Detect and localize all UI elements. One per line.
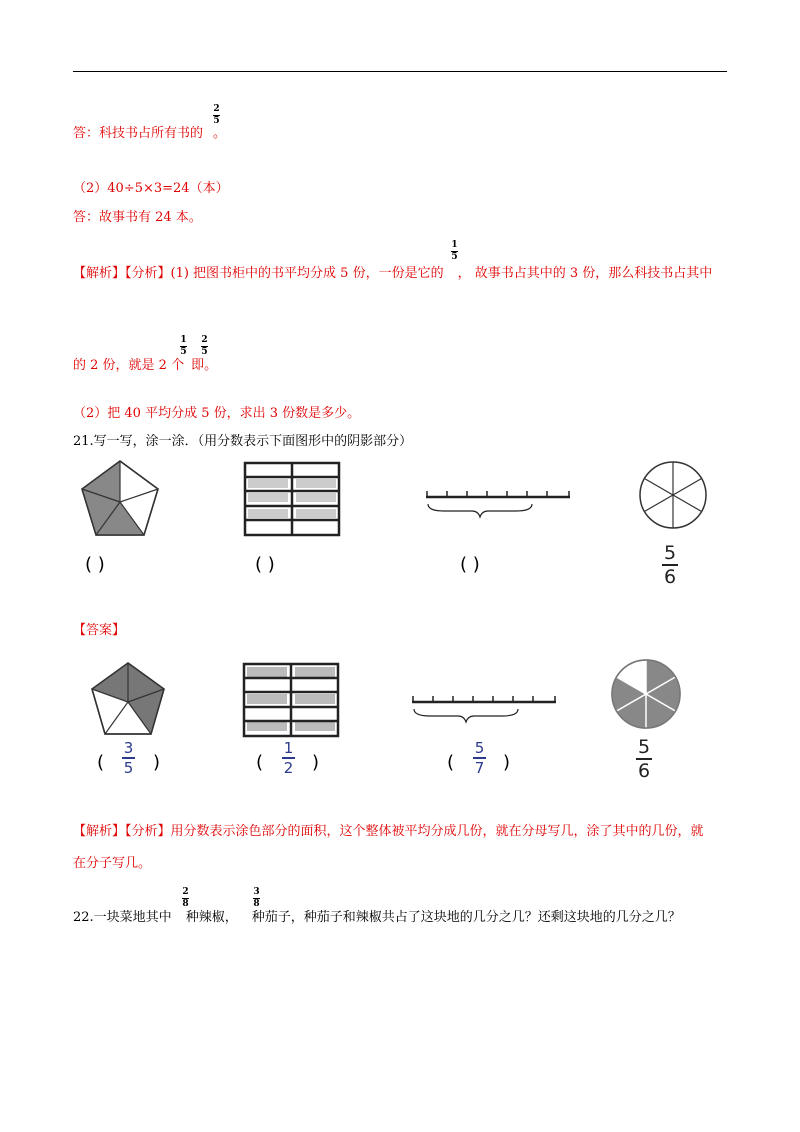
analysis-1b-text: ， 故事书占其中的 3 份，那么科技书占其中 — [457, 266, 713, 281]
pentagon-answer-figure — [90, 662, 166, 736]
frac-num: 1 — [283, 739, 294, 757]
question-22 — [73, 906, 681, 925]
analysis-2: （2）把 40 平均分成 5 份，求出 3 份数是多少。 — [73, 406, 361, 421]
fraction-1-5-b — [180, 336, 187, 357]
answer-2-open-paren: ( — [256, 752, 264, 773]
frac-num: 5 — [637, 736, 651, 758]
pentagon-figure — [80, 460, 160, 540]
analysis-1e-text: 。 — [204, 358, 218, 373]
answer-3-close-paren: ) — [503, 752, 511, 773]
circle-answer-fraction-label — [636, 737, 652, 781]
answer-fraction-3-5 — [122, 740, 135, 776]
frac-den: 5 — [180, 347, 187, 357]
frac-den: 5 — [123, 758, 134, 777]
frac-den: 6 — [637, 760, 651, 782]
answer-1-text: 答：科技书占所有书的 — [73, 126, 204, 141]
analysis-1c — [73, 354, 217, 373]
frac-num: 1 — [180, 335, 187, 345]
blank-3[interactable]: ( ) — [460, 554, 480, 575]
number-line-figure — [424, 485, 574, 520]
analysis-1d-text: 即 — [191, 358, 205, 373]
fraction-1-5 — [451, 241, 458, 262]
q22-text-b: 种辣椒， — [185, 910, 238, 925]
frac-num: 2 — [201, 335, 208, 345]
frac-num: 5 — [474, 739, 485, 757]
circle-answer-figure — [610, 658, 682, 730]
frac-num: 2 — [182, 887, 189, 897]
fraction-2-5 — [213, 105, 220, 126]
rectangle-grid-figure — [244, 462, 340, 536]
analysis-3a: 【解析】【分析】用分数表示涂色部分的面积，这个整体被平均分成几份，就在分母写几，涂了其中的几份，就 — [73, 824, 704, 839]
blank-1[interactable]: ( ) — [85, 554, 105, 575]
answer-1-end: 。 — [213, 126, 227, 141]
analysis-1a — [73, 262, 712, 281]
frac-num: 3 — [123, 739, 134, 757]
answer-1 — [73, 122, 226, 141]
analysis-1c-text: 的 2 份，就是 2 个 — [73, 358, 185, 373]
blank-2[interactable]: ( ) — [255, 554, 275, 575]
circle-figure — [638, 460, 708, 530]
circle-fraction-label — [662, 543, 678, 587]
answer-2: 答：故事书有 24 本。 — [73, 210, 202, 225]
answer-tag: 【答案】 — [73, 623, 126, 638]
frac-den: 5 — [451, 252, 458, 262]
calc-2: （2）40÷5×3=24（本） — [73, 181, 229, 196]
frac-num: 2 — [213, 104, 220, 114]
fraction-2-8 — [182, 888, 189, 909]
analysis-1a-text: 【解析】【分析】(1) 把图书柜中的书平均分成 5 份，一份是它的 — [73, 266, 444, 281]
answer-fraction-5-7 — [473, 740, 486, 776]
frac-den: 6 — [663, 566, 677, 588]
fraction-2-5-b — [201, 336, 208, 357]
frac-den: 2 — [283, 758, 294, 777]
answer-2-close-paren: ) — [312, 752, 320, 773]
frac-den: 8 — [182, 899, 189, 909]
q22-text-c: 种茄子，种茄子和辣椒共占了这块地的几分之几？还剩这块地的几分之几？ — [251, 910, 681, 925]
answer-3-open-paren: ( — [447, 752, 455, 773]
analysis-3b: 在分子写几。 — [73, 856, 152, 871]
rectangle-grid-answer-figure — [243, 663, 339, 737]
frac-den: 7 — [474, 758, 485, 777]
answer-fraction-1-2 — [282, 740, 295, 776]
answer-1-open-paren: ( — [97, 752, 105, 773]
frac-num: 3 — [253, 887, 260, 897]
fraction-3-8 — [253, 888, 260, 909]
number-line-answer-figure — [410, 690, 560, 725]
q22-text-a: 22.一块菜地其中 — [73, 910, 172, 925]
header-rule — [73, 71, 727, 72]
frac-num: 5 — [663, 542, 677, 564]
frac-den: 8 — [253, 899, 260, 909]
frac-num: 1 — [451, 240, 458, 250]
answer-1-close-paren: ) — [153, 752, 161, 773]
frac-den: 5 — [201, 347, 208, 357]
question-21: 21.写一写，涂一涂．（用分数表示下面图形中的阴影部分） — [73, 434, 413, 449]
frac-den: 5 — [213, 116, 220, 126]
